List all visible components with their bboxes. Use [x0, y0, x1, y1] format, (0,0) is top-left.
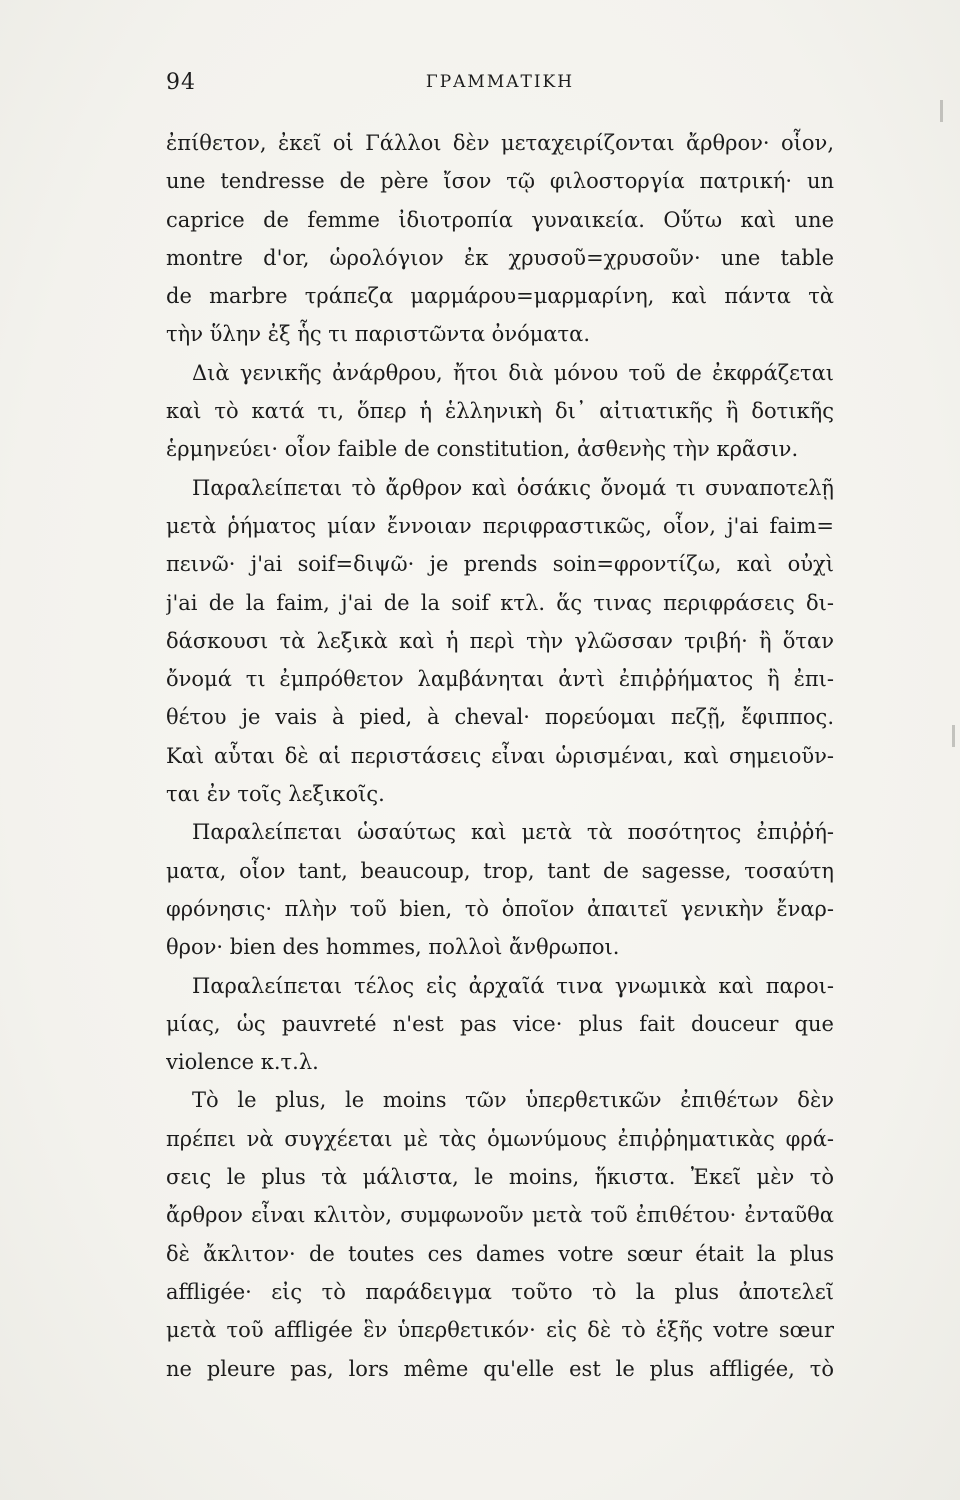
- paragraph: [166, 124, 834, 354]
- running-head: ΓΡΑΜΜΑΤΙΚΗ: [425, 72, 575, 92]
- text-line: μετὰ ῥήματος μίαν ἔννοιαν περιφραστικῶς, οἷον, j'ai faim=: [166, 513, 834, 538]
- text-line: ἄρθρον εἶναι κλιτὸν, συμφωνοῦν μετὰ τοῦ ἐπιθέτου· ἐνταῦθα: [166, 1203, 834, 1228]
- text-line: σεις le plus τὰ μάλιστα, le moins, ἥκιστα. Ἐκεῖ μὲν τὸ: [166, 1165, 834, 1190]
- text-line: Παραλείπεται ὡσαύτως καὶ μετὰ τὰ ποσότητος ἐπιῤῥή-: [192, 820, 834, 845]
- text-line: montre d'or, ὡρολόγιον ἐκ χρυσοῦ=χρυσοῦν· une table: [166, 245, 834, 270]
- text-line: j'ai de la faim, j'ai de la soif κτλ. ἅς τινας περιφράσεις δι-: [166, 590, 834, 615]
- text-line: φρόνησις· πλὴν τοῦ bien, τὸ ὁποῖον ἀπαιτεῖ γενικὴν ἔναρ-: [166, 896, 834, 921]
- page-edge-mark: [952, 725, 955, 747]
- page-number: 94: [166, 70, 196, 95]
- text-line: Παραλείπεται τὸ ἄρθρον καὶ ὁσάκις ὄνομά τι συναποτελῇ: [192, 475, 834, 500]
- paragraph: [166, 813, 834, 966]
- text-line: θρον· bien des hommes, πολλοὶ ἄνθρωποι.: [166, 935, 620, 960]
- text-line: ἑρμηνεύει· οἷον faible de constitution, ἀσθενὴς τὴν κρᾶσιν.: [166, 437, 799, 462]
- paragraph: [166, 354, 834, 469]
- text-line: καὶ τὸ κατά τι, ὅπερ ἡ ἑλληνικὴ δι᾽ αἰτιατικῆς ἢ δοτικῆς: [166, 399, 834, 424]
- text-line: πρέπει νὰ συγχέεται μὲ τὰς ὁμωνύμους ἐπιῤῥηματικὰς φρά-: [166, 1126, 834, 1151]
- text-line: Καὶ αὗται δὲ αἱ περιστάσεις εἶναι ὡρισμέναι, καὶ σημειοῦν-: [166, 743, 834, 768]
- page-header: [166, 70, 834, 106]
- text-line: une tendresse de père ἴσον τῷ φιλοστοργία πατρική· un: [166, 169, 834, 194]
- page-edge-mark: [940, 100, 943, 122]
- paragraph: [166, 1081, 834, 1387]
- text-line: δὲ ἄκλιτον· de toutes ces dames votre sœur était la plus: [166, 1241, 834, 1266]
- text-line: θέτου je vais à pied, à cheval· πορεύομαι πεζῇ, ἔφιππος.: [166, 705, 834, 730]
- paragraph: [166, 469, 834, 814]
- text-line: violence κ.τ.λ.: [166, 1050, 319, 1075]
- text-line: δάσκουσι τὰ λεξικὰ καὶ ἡ περὶ τὴν γλῶσσαν τριβή· ἢ ὅταν: [166, 628, 834, 653]
- text-line: ται ἐν τοῖς λεξικοῖς.: [166, 782, 385, 807]
- text-line: μετὰ τοῦ affligée ἓν ὑπερθετικόν· εἰς δὲ τὸ ἑξῆς votre sœur: [166, 1318, 834, 1343]
- text-line: affligée· εἰς τὸ παράδειγμα τοῦτο τὸ la plus ἀποτελεῖ: [166, 1279, 834, 1304]
- text-line: τὴν ὕλην ἐξ ἧς τι παριστῶντα ὀνόματα.: [166, 322, 591, 347]
- text-line: πεινῶ· j'ai soif=διψῶ· je prends soin=φροντίζω, καὶ οὐχὶ: [166, 552, 834, 577]
- text-line: μίας, ὡς pauvreté n'est pas vice· plus fait douceur que: [166, 1011, 834, 1036]
- text-line: ματα, οἷον tant, beaucoup, trop, tant de sagesse, τοσαύτη: [166, 858, 834, 883]
- paragraph: [166, 967, 834, 1082]
- text-line: ἐπίθετον, ἐκεῖ οἱ Γάλλοι δὲν μεταχειρίζονται ἄρθρον· οἷον,: [166, 131, 834, 155]
- text-line: ὄνομά τι ἐμπρόθετον λαμβάνηται ἀντὶ ἐπιῤῥήματος ἢ ἐπι-: [166, 667, 834, 692]
- text-line: Διὰ γενικῆς ἀνάρθρου, ἤτοι διὰ μόνου τοῦ de ἐκφράζεται: [192, 360, 834, 385]
- text-line: caprice de femme ἰδιοτροπία γυναικεία. Οὕτω καὶ une: [166, 207, 834, 232]
- text-line: Παραλείπεται τέλος εἰς ἀρχαῖά τινα γνωμικὰ καὶ παροι-: [192, 973, 834, 998]
- text-line: ne pleure pas, lors même qu'elle est le plus affligée, τὸ: [166, 1356, 834, 1381]
- text-line: de marbre τράπεζα μαρμάρου=μαρμαρίνη, καὶ πάντα τὰ: [166, 284, 834, 309]
- text-line: Τὸ le plus, le moins τῶν ὑπερθετικῶν ἐπιθέτων δὲν: [192, 1088, 834, 1113]
- body-text: [166, 124, 834, 1388]
